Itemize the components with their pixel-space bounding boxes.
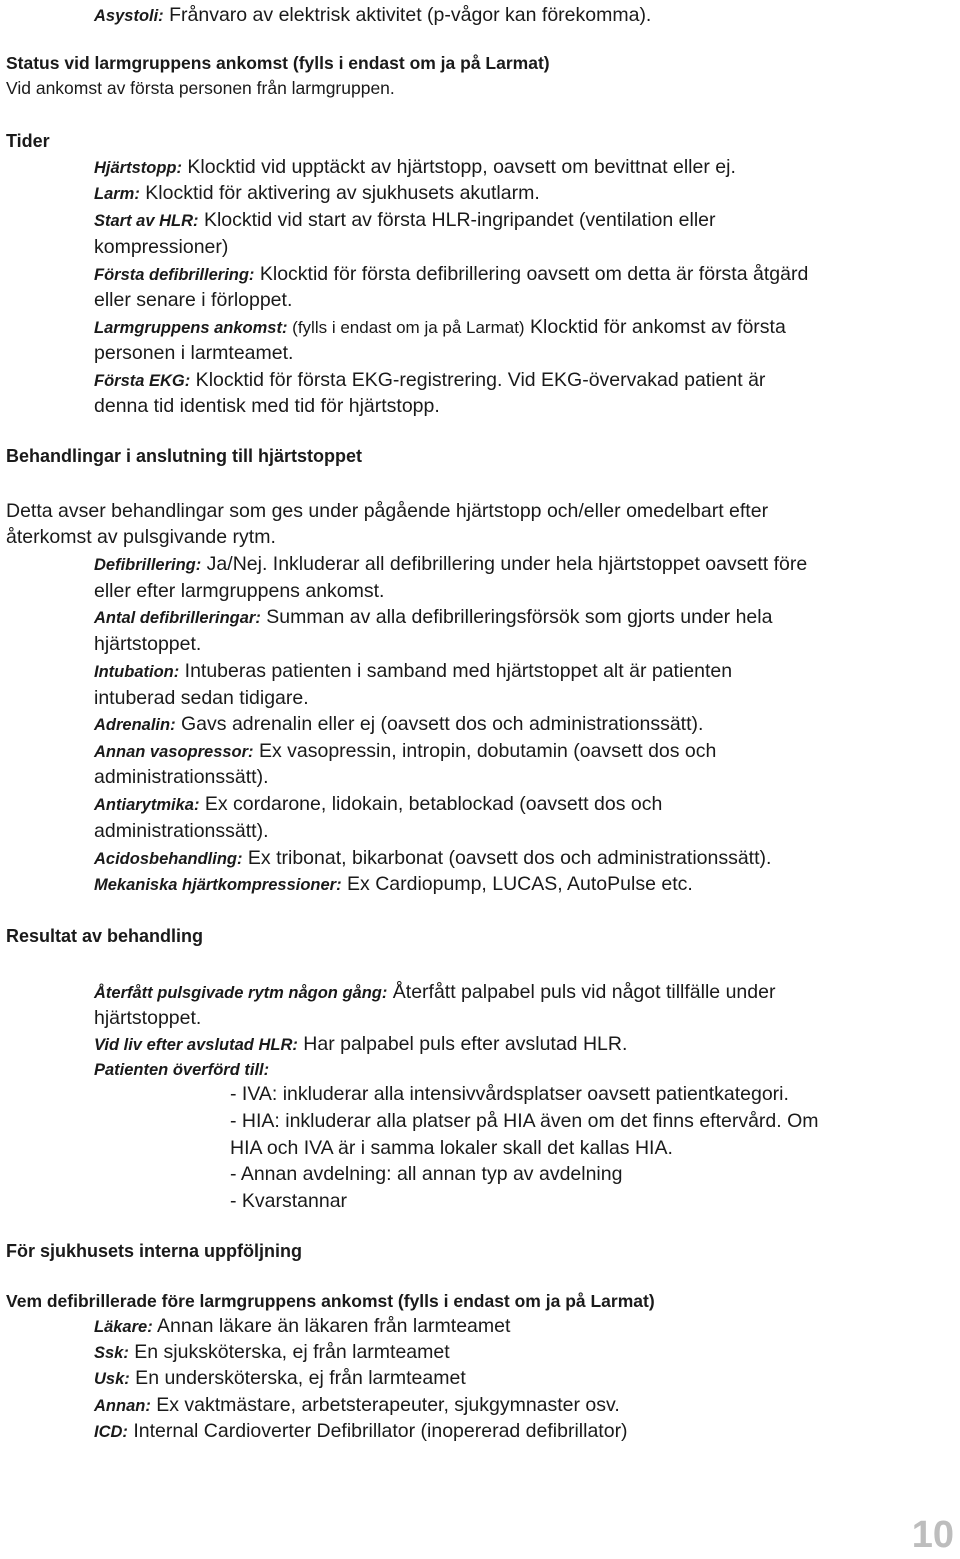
behandlingar-intro: Detta avser behandlingar som ges under pågående hjärtstopp och/eller omedelbart efter <box>6 500 769 522</box>
intubation-text: Intuberas patienten i samband med hjärtstoppet alt är patienten <box>179 660 733 682</box>
intubation-term: Intubation: <box>94 663 180 681</box>
adrenalin-text: Gavs adrenalin eller ej (oavsett dos och administrationssätt). <box>175 713 704 735</box>
larmgruppens-text: Klocktid för ankomst av första <box>524 316 786 338</box>
defibrillering-line-2: eller efter larmgruppens ankomst. <box>94 580 385 602</box>
defibrillering-term: Defibrillering: <box>94 556 202 574</box>
larmgruppens-line <box>94 315 786 340</box>
antiarytmika-line <box>94 792 662 817</box>
annan-line <box>94 1393 620 1418</box>
lakare-term: Läkare: <box>94 1318 153 1336</box>
hjartstopp-term: Hjärtstopp: <box>94 159 182 177</box>
vid-liv-text: Har palpabel puls efter avslutad HLR. <box>297 1033 628 1055</box>
adrenalin-line <box>94 712 703 737</box>
annan-text: Ex vaktmästare, arbetsterapeuter, sjukgymnaster osv. <box>150 1394 620 1416</box>
forsta-defib-line <box>94 262 808 287</box>
mekaniska-term: Mekaniska hjärtkompressioner: <box>94 876 342 894</box>
vasopressor-line <box>94 739 716 764</box>
lakare-text: Annan läkare än läkaren från larmteamet <box>152 1315 511 1337</box>
acidos-term: Acidosbehandling: <box>94 850 243 868</box>
intubation-line-2: intuberad sedan tidigare. <box>94 687 309 709</box>
patienten-term: Patienten överförd till: <box>94 1061 270 1079</box>
start-hlr-line <box>94 208 716 233</box>
ssk-text: En sjuksköterska, ej från larmteamet <box>128 1341 450 1363</box>
vid-liv-line <box>94 1032 627 1057</box>
antal-text: Summan av alla defibrilleringsförsök som gjorts under hela <box>260 606 773 628</box>
forsta-defib-text: Klocktid för första defibrillering oavsett om detta är första åtgärd <box>254 263 809 285</box>
mekaniska-line <box>94 872 693 897</box>
vasopressor-text: Ex vasopressin, intropin, dobutamin (oavsett dos och <box>253 740 717 762</box>
asystoli-term: Asystoli: <box>94 7 164 25</box>
page-number: 10 <box>911 1514 954 1556</box>
defibrillering-text: Ja/Nej. Inkluderar all defibrillering under hela hjärtstoppet oavsett före <box>201 553 808 575</box>
antal-term: Antal defibrilleringar: <box>94 609 261 627</box>
adrenalin-term: Adrenalin: <box>94 716 176 734</box>
usk-term: Usk: <box>94 1370 130 1388</box>
larm-text: Klocktid för aktivering av sjukhusets akutlarm. <box>139 182 540 204</box>
hjartstopp-text: Klocktid vid upptäckt av hjärtstopp, oavsett om bevittnat eller ej. <box>182 156 736 178</box>
start-hlr-text: Klocktid vid start av första HLR-ingripandet (ventilation eller <box>198 209 716 231</box>
annan-term: Annan: <box>94 1397 151 1415</box>
patienten-item: - Annan avdelning: all annan typ av avdelning <box>230 1163 623 1185</box>
asystoli-text: Frånvaro av elektrisk aktivitet (p-vågor kan förekomma). <box>163 4 652 26</box>
antiarytmika-line-2: administrationssätt). <box>94 820 269 842</box>
start-hlr-line-2: kompressioner) <box>94 236 229 258</box>
larm-line <box>94 181 540 206</box>
intubation-line <box>94 659 732 684</box>
behandlingar-intro-2: återkomst av pulsgivande rytm. <box>6 526 276 548</box>
behandlingar-heading: Behandlingar i anslutning till hjärtstoppet <box>6 446 363 466</box>
aterfatt-line <box>94 980 775 1005</box>
forsta-ekg-line <box>94 368 765 393</box>
resultat-heading: Resultat av behandling <box>6 926 204 946</box>
acidos-text: Ex tribonat, bikarbonat (oavsett dos och administrationssätt). <box>242 847 772 869</box>
patienten-item: - IVA: inkluderar alla intensivvårdsplatser oavsett patientkategori. <box>230 1083 789 1105</box>
usk-line <box>94 1366 466 1391</box>
uppfoljning-heading: För sjukhusets interna uppföljning <box>6 1241 303 1261</box>
larmgruppens-line-2: personen i larmteamet. <box>94 342 294 364</box>
vem-heading: Vem defibrillerade före larmgruppens ankomst (fylls i endast om ja på Larmat) <box>6 1291 655 1311</box>
antiarytmika-text: Ex cordarone, lidokain, betablockad (oavsett dos och <box>199 793 663 815</box>
acidos-line <box>94 846 771 871</box>
patienten-line <box>94 1057 269 1082</box>
status-heading: Status vid larmgruppens ankomst (fylls i endast om ja på Larmat) <box>6 53 550 73</box>
antal-line-2: hjärtstoppet. <box>94 633 202 655</box>
antal-line <box>94 605 772 630</box>
defibrillering-line <box>94 552 807 577</box>
vid-liv-term: Vid liv efter avslutad HLR: <box>94 1036 298 1054</box>
aterfatt-text: Återfått palpabel puls vid något tillfälle under <box>387 981 776 1003</box>
larmgruppens-note: (fylls i endast om ja på Larmat) <box>287 318 525 337</box>
forsta-defib-line-2: eller senare i förloppet. <box>94 289 293 311</box>
forsta-defib-term: Första defibrillering: <box>94 266 255 284</box>
ssk-line <box>94 1340 450 1365</box>
aterfatt-line-2: hjärtstoppet. <box>94 1007 202 1029</box>
usk-text: En undersköterska, ej från larmteamet <box>129 1367 466 1389</box>
hjartstopp-line <box>94 155 736 180</box>
aterfatt-term: Återfått pulsgivade rytm någon gång: <box>94 984 388 1002</box>
lakare-line <box>94 1314 510 1339</box>
start-hlr-term: Start av HLR: <box>94 212 199 230</box>
mekaniska-text: Ex Cardiopump, LUCAS, AutoPulse etc. <box>341 873 693 895</box>
patienten-item: HIA och IVA är i samma lokaler skall det kallas HIA. <box>230 1137 673 1159</box>
patienten-item: - Kvarstannar <box>230 1190 348 1212</box>
forsta-ekg-text: Klocktid för första EKG-registrering. Vid EKG-övervakad patient är <box>190 369 766 391</box>
forsta-ekg-line-2: denna tid identisk med tid för hjärtstopp. <box>94 395 440 417</box>
icd-text: Internal Cardioverter Defibrillator (inopererad defibrillator) <box>127 1420 628 1442</box>
asystoli-line <box>94 3 651 28</box>
vasopressor-line-2: administrationssätt). <box>94 766 269 788</box>
larm-term: Larm: <box>94 185 140 203</box>
antiarytmika-term: Antiarytmika: <box>94 796 200 814</box>
larmgruppens-term: Larmgruppens ankomst: <box>94 319 288 337</box>
tider-heading: Tider <box>6 131 50 151</box>
icd-term: ICD: <box>94 1423 128 1441</box>
ssk-term: Ssk: <box>94 1344 129 1362</box>
forsta-ekg-term: Första EKG: <box>94 372 191 390</box>
icd-line <box>94 1419 628 1444</box>
status-text: Vid ankomst av första personen från larmgruppen. <box>6 78 395 98</box>
patienten-item: - HIA: inkluderar alla platser på HIA även om det finns eftervård. Om <box>230 1110 819 1132</box>
vasopressor-term: Annan vasopressor: <box>94 743 254 761</box>
